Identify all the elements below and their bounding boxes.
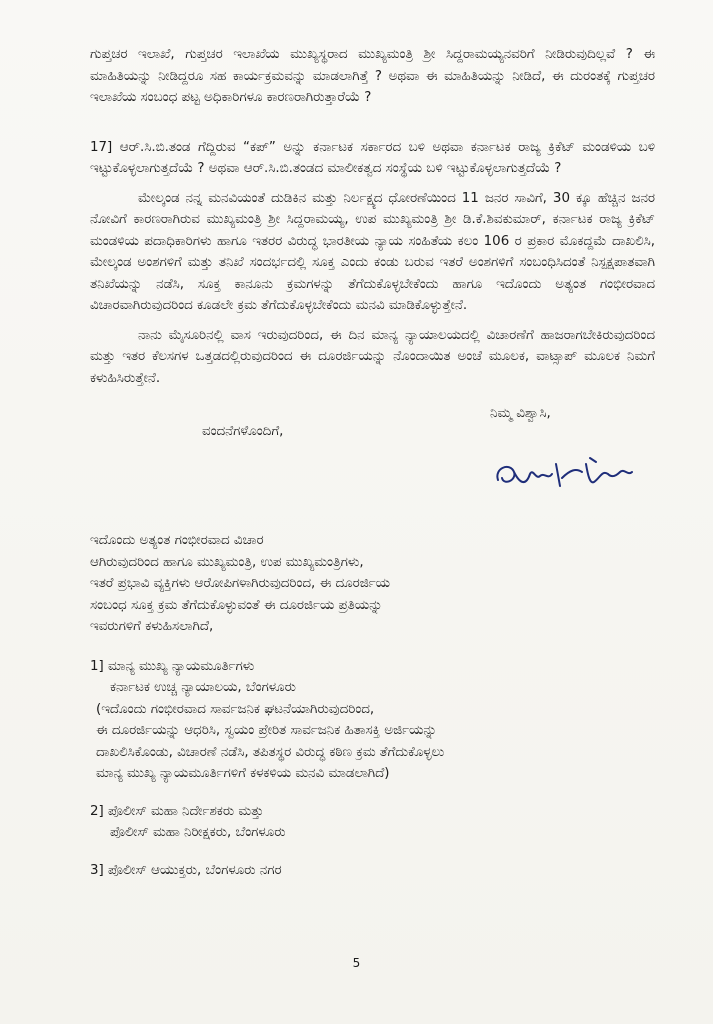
recipient-3-title: 3] ಪೊಲೀಸ್ ಆಯುಕ್ತರು, ಬೆಂಗಳೂರು ನಗರ (90, 862, 282, 878)
closing-block (90, 403, 655, 504)
spacer (90, 844, 655, 860)
recipient-1-title: 1] ಮಾನ್ಯ ಮುಖ್ಯ ನ್ಯಾಯಮೂರ್ತಿಗಳು (90, 658, 255, 674)
paragraph-intelligence-question: ಗುಪ್ತಚರ ಇಲಾಖೆ, ಗುಪ್ತಚರ ಇಲಾಖೆಯ ಮುಖ್ಯಸ್ಥರಾದ ಮುಖ್ಯಮಂತ್ರಿ ಶ್ರೀ ಸಿದ್ದರಾಮಯ್ಯನವರಿಗೆ ನೀಡಿರುವುದಿಲ್ಲವೆ ? ಈ ಮಾಹಿತಿಯನ್ನು ನೀಡಿದ್ದರೂ ಸಹ ಕಾರ್ಯಕ್ರಮವನ್ನು ಮಾಡಲಾಗಿತ್ತೆ ? ಅಥವಾ ಈ ಮಾಹಿತಿಯನ್ನು ನೀಡಿದೆ, ಈ ದುರಂತಕ್ಕೆ ಗುಪ್ತಚರ ಇಲಾಖೆಯ ಸಂಬಂಧ ಪಟ್ಟ ಅಧಿಕಾರಿಗಳೂ ಕಾರಣರಾಗಿರುತ್ತಾರೆಯೆ ? (90, 47, 655, 105)
copy-note-line: ಸಂಬಂಧ ಸೂಕ್ತ ಕ್ರಮ ತೆಗೆದುಕೊಳ್ಳುವಂತೆ ಈ ದೂರರ್ಜಿಯ ಪ್ರತಿಯನ್ನು (90, 597, 383, 613)
paragraph-request: ಮೇಲ್ಕಂಡ ನನ್ನ ಮನವಿಯಂತೆ ದುಡಿಕಿನ ಮತ್ತು ನಿರ್ಲಕ್ಷ್ಯದ ಧೋರಣೆಯಿಂದ 11 ಜನರ ಸಾವಿಗೆ, 30 ಕ್ಕೂ ಹೆಚ್ಚಿನ ಜನರ ನೋವಿಗೆ ಕಾರಣರಾಗಿರುವ ಮುಖ್ಯಮಂತ್ರಿ ಶ್ರೀ ಸಿದ್ದರಾಮಯ್ಯ, ಉಪ ಮುಖ್ಯಮಂತ್ರಿ ಶ್ರೀ ಡಿ.ಕೆ.ಶಿವಕುಮಾರ್, ಕರ್ನಾಟಕ ರಾಜ್ಯ ಕ್ರಿಕೆಟ್ ಮಂಡಳಿಯ ಪದಾಧಿಕಾರಿಗಳು ಹಾಗೂ ಇತರರ ವಿರುದ್ಧ ಭಾರತೀಯ ನ್ಯಾಯ ಸಂಹಿತೆಯ ಕಲಂ 106 ರ ಪ್ರಕಾರ ಮೊಕದ್ದಮೆ ದಾಖಲಿಸಿ, ಮೇಲ್ಕಂಡ ಅಂಶಗಳಿಗೆ ಮತ್ತು ತನಿಖೆ ಸಂದರ್ಭದಲ್ಲಿ ಸೂಕ್ತ ಎಂದು ಕಂಡು ಬರುವ ಇತರೆ ಅಂಶಗಳಿಗೆ ಸಂಬಂಧಿಸಿದಂತೆ ನಿಸ್ಪಕ್ಷಪಾತವಾಗಿ ತನಿಖೆಯನ್ನು ನಡೆಸಿ, ಸೂಕ್ತ ಕಾನೂನು ಕ್ರಮಗಳನ್ನು ತೆಗೆದುಕೊಳ್ಳಬೇಕೆಂದು ಹಾಗೂ ಇದೊಂದು ಅತ್ಯಂತ ಗಂಭೀರವಾದ ವಿಚಾರವಾಗಿರುವುದರಿಂದ ಕೂಡಲೇ ಕ್ರಮ ತೆಗೆದುಕೊಳ್ಳಬೇಕೆಂದು ಮನವಿ ಮಾಡಿಕೊಳ್ಳುತ್ತೇನೆ. (90, 190, 655, 313)
recipient-1-note-line: ಈ ದೂರರ್ಜಿಯನ್ನು ಆಧರಿಸಿ, ಸ್ವಯಂ ಪ್ರೇರಿತ ಸಾರ್ವಜನಿಕ ಹಿತಾಸಕ್ತಿ ಅರ್ಜಿಯನ್ನು (96, 723, 437, 738)
recipient-2-title: 2] ಪೊಲೀಸ್ ಮಹಾ ನಿರ್ದೇಶಕರು ಮತ್ತು (90, 803, 264, 819)
recipient-list (90, 656, 655, 882)
paragraph-delivery-note: ನಾನು ಮೈಸೂರಿನಲ್ಲಿ ವಾಸ ಇರುವುದರಿಂದ, ಈ ದಿನ ಮಾನ್ಯ ನ್ಯಾಯಾಲಯದಲ್ಲಿ ವಿಚಾರಣೆಗೆ ಹಾಜರಾಗಬೇಕಿರುವುದರಿಂದ ಮತ್ತು ಇತರ ಕೆಲಸಗಳ ಒತ್ತಡದಲ್ಲಿರುವುದರಿಂದ ಈ ದೂರರ್ಜಿಯನ್ನು ನೊಂದಾಯಿತ ಅಂಚೆ ಮೂಲಕ, ವಾಟ್ಸಾಪ್ ಮೂಲಕ ನಿಮಗೆ ಕಳುಹಿಸಿರುತ್ತೇನೆ. (90, 327, 655, 386)
spacer (90, 117, 655, 137)
page-number: 5 (352, 956, 361, 970)
recipient-1-note-line: (ಇದೊಂದು ಗಂಭೀರವಾದ ಸಾರ್ವಜನಿಕ ಘಟನೆಯಾಗಿರುವುದರಿಂದ, (96, 701, 375, 717)
closing-yours: ನಿಮ್ಮ ವಿಶ್ವಾಸಿ, (490, 406, 551, 421)
copy-to-note (90, 530, 655, 638)
copy-note-line: ಇದೊಂದು ಅತ್ಯಂತ ಗಂಭೀರವಾದ ವಿಚಾರ (90, 533, 264, 548)
copy-note-line: ಇತರೆ ಪ್ರಭಾವಿ ವ್ಯಕ್ತಿಗಳು ಆರೋಪಿಗಳಾಗಿರುವುದರಿಂದ, ಈ ದೂರರ್ಜಿಯ (90, 576, 391, 591)
recipient-1-note-line: ಮಾನ್ಯ ಮುಖ್ಯ ನ್ಯಾಯಮೂರ್ತಿಗಳಿಗೆ ಕಳಕಳಿಯ ಮನವಿ ಮಾಡಲಾಗಿದೆ) (96, 766, 390, 781)
recipient-2-address: ಪೊಲೀಸ್ ಮಹಾ ನಿರೀಕ್ಷಕರು, ಬೆಂಗಳೂರು (110, 825, 286, 840)
copy-note-line: ಇವರುಗಳಿಗೆ ಕಳುಹಿಸಲಾಗಿದೆ, (90, 619, 214, 634)
closing-greeting: ವಂದನೆಗಳೊಂದಿಗೆ, (202, 423, 284, 439)
recipient-1-note-line: ದಾಖಲಿಸಿಕೊಂಡು, ವಿಚಾರಣೆ ನಡೆಸಿ, ತಪಿತಸ್ಥರ ವಿರುದ್ಧ ಕಠಿಣ ಕ್ರಮ ತೆಗೆದುಕೊಳ್ಳಲು (96, 744, 445, 760)
recipient-1-address: ಕರ್ನಾಟಕ ಉಚ್ಚ ನ್ಯಾಯಾಲಯ, ಬೆಂಗಳೂರು (110, 680, 296, 695)
spacer (90, 785, 655, 801)
paragraph-question-17: 17] ಆರ್.ಸಿ.ಬಿ.ತಂಡ ಗೆದ್ದಿರುವ “ಕಪ್” ಅನ್ನು ಕರ್ನಾಟಕ ಸರ್ಕಾರದ ಬಳಿ ಅಥವಾ ಕರ್ನಾಟಕ ರಾಜ್ಯ ಕ್ರಿಕೆಟ್ ಮಂಡಳಿಯ ಬಳಿ ಇಟ್ಟುಕೊಳ್ಳಲಾಗುತ್ತದೆಯೆ ? ಅಥವಾ ಆರ್.ಸಿ.ಬಿ.ತಂಡದ ಮಾಲೀಕತ್ವದ ಸಂಸ್ಥೆಯ ಬಳಿ ಇಟ್ಟುಕೊಳ್ಳಲಾಗುತ್ತದೆಯೆ ? (90, 139, 655, 176)
handwritten-signature (490, 450, 650, 500)
copy-note-line: ಆಗಿರುವುದರಿಂದ ಹಾಗೂ ಮುಖ್ಯಮಂತ್ರಿ, ಉಪ ಮುಖ್ಯಮಂತ್ರಿಗಳು, (90, 554, 364, 570)
